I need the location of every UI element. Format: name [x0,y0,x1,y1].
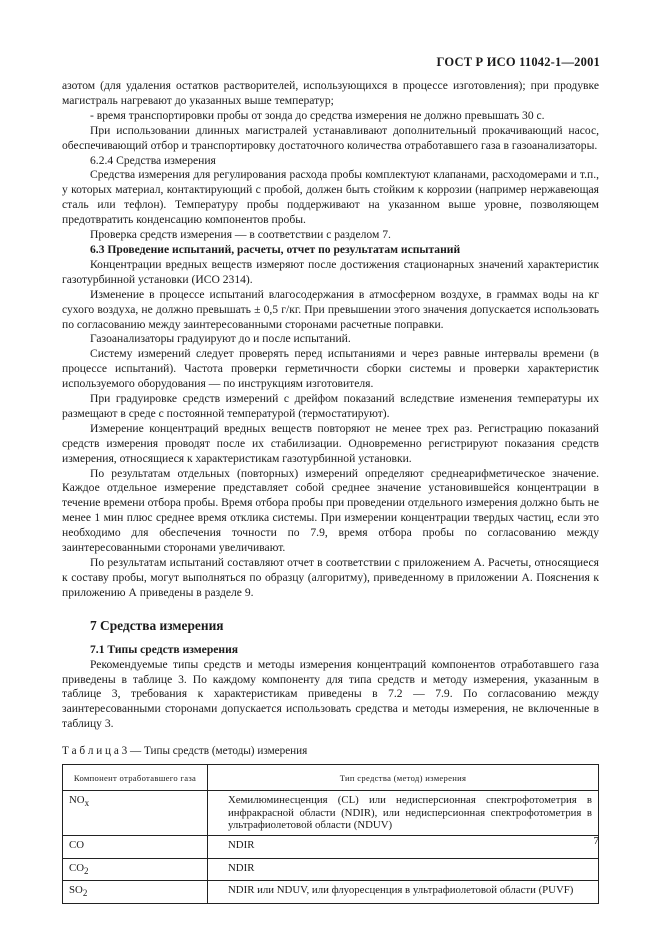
method-cell: Хемилюминесценция (CL) или недисперсионная спектрофотометрия в инфракрасной области (NDIR), или недисперсионная спектрофотометрия в ультрафиолетовой области (NDUV) [208,791,599,836]
paragraph: По результатам испытаний составляют отчет в соответствии с приложением А. Расчеты, относящиеся к составу пробы, могут выполняться по образцу (алгоритму), приведенному в приложении А. Пояснения к приложению А приведены в разделе 9. [62,556,599,599]
paragraph: Проверка средств измерения — в соответствии с разделом 7. [90,228,391,242]
paragraph: Измерение концентраций вредных веществ повторяют не менее трех раз. Регистрацию показаний средств измерения проводят после их стабилизации. Одновременно регистрируют показания средств измерения, относящиеся к характеристикам газотурбинной установки. [62,421,599,465]
column-header-component: Компонент отработавшего газа [63,765,208,791]
paragraph: Изменение в процессе испытаний влагосодержания в атмосферном воздухе, в граммах воды на кг сухого воздуха, не должно превышать ± 0,5 г/кг. При превышении этого значения допускается использовать по согласованию между заинтересованными сторонами расчетные поправки. [62,287,599,331]
table-row [63,881,599,904]
component-cell: $NO_x$ [63,791,208,836]
section-title: 7 Средства измерения [90,617,224,633]
subsection-heading: 6.2.4 Средства измерения [90,153,216,167]
paragraph: азотом (для удаления остатков растворителей, использующихся в процессе изготовления); при продувке магистраль нагревают до указанных выше температур; [62,79,599,107]
paragraph: Средства измерения для регулирования расхода пробы комплектуют клапанами, расходомерами и т.п., у которых материал, контактирующий с пробой, должен быть стойким к коррозии (например нержавеющая сталь или тефлон). Температуру пробы поддерживают на указанном выше уровне, позволяющем предотвратить конденсацию компонентов пробы. [62,168,599,227]
subsection-heading-bold: 6.3 Проведение испытаний, расчеты, отчет по результатам испытаний [90,242,461,256]
standard-header: ГОСТ Р ИСО 11042-1—2001 [436,55,600,69]
measurement-table [62,764,599,904]
table-row [63,858,599,881]
method-cell: NDIR [208,835,599,858]
paragraph: Концентрации вредных веществ измеряют после достижения стационарных значений характеристик газотурбинной установки (ИСО 2314). [62,257,599,286]
component-cell: $CO_2$ [63,858,208,881]
table-row [63,791,599,836]
table-row [63,835,599,858]
subsection-title: 7.1 Типы средств измерения [90,642,239,656]
component-cell: CO [63,835,208,858]
table-header-row [63,765,599,791]
paragraph: При использовании длинных магистралей устанавливают дополнительный прокачивающий насос, обеспечивающий отбор и транспортировку достаточного количества отработавшего газа в газоанализаторы. [62,123,599,152]
document-body [62,79,599,904]
page-number: 7 [593,835,599,847]
paragraph: - время транспортировки пробы от зонда до средства измерения не должно превышать 30 с. [90,108,545,122]
component-cell: $SO_2$ [63,881,208,904]
column-header-method: Тип средства (метод) измерения [208,765,599,791]
paragraph: По результатам отдельных (повторных) измерений определяют среднеарифметическое значение. Каждое отдельное измерение представляет собой среднее значение установившейся концентрации в течение времени отбора пробы. Время отбора пробы при проведении отдельного измерения должно быть не менее 1 мин плюс среднее время отклика системы. При измерении концентрации твердых частиц, если это необходимо для обеспечения точности по 7.9, время отбора пробы по согласованию между заинтересованными сторонами увеличивают. [62,466,599,555]
paragraph: Систему измерений следует проверять перед испытаниями и через равные интервалы времени (в процессе испытаний). Частота проверки герметичности сборки системы и проверки характеристик используемого оборудования — по инструкциям изготовителя. [62,347,599,391]
paragraph: Газоанализаторы градуируют до и после испытаний. [90,332,351,346]
method-cell: NDIR или NDUV, или флуоресценция в ультрафиолетовой области (PUVF) [208,881,599,904]
table-caption: Т а б л и ц а 3 — Типы средств (методы) измерения [62,745,308,758]
paragraph: Рекомендуемые типы средств и методы измерения концентраций компонентов отработавшего газа приведены в таблице 3. По каждому компоненту для типа средств и методу измерения, указанным в таблице 3, требования к характеристикам приведены в 7.2 — 7.9. По согласованию между заинтересованными сторонами допускается использовать средства и методы измерения, не включенные в таблицу 3. [62,657,599,731]
paragraph: При градуировке средств измерений с дрейфом показаний вследствие изменения температуры их размещают в среде с постоянной температурой (термостатируют). [62,392,599,420]
method-cell: NDIR [208,858,599,881]
